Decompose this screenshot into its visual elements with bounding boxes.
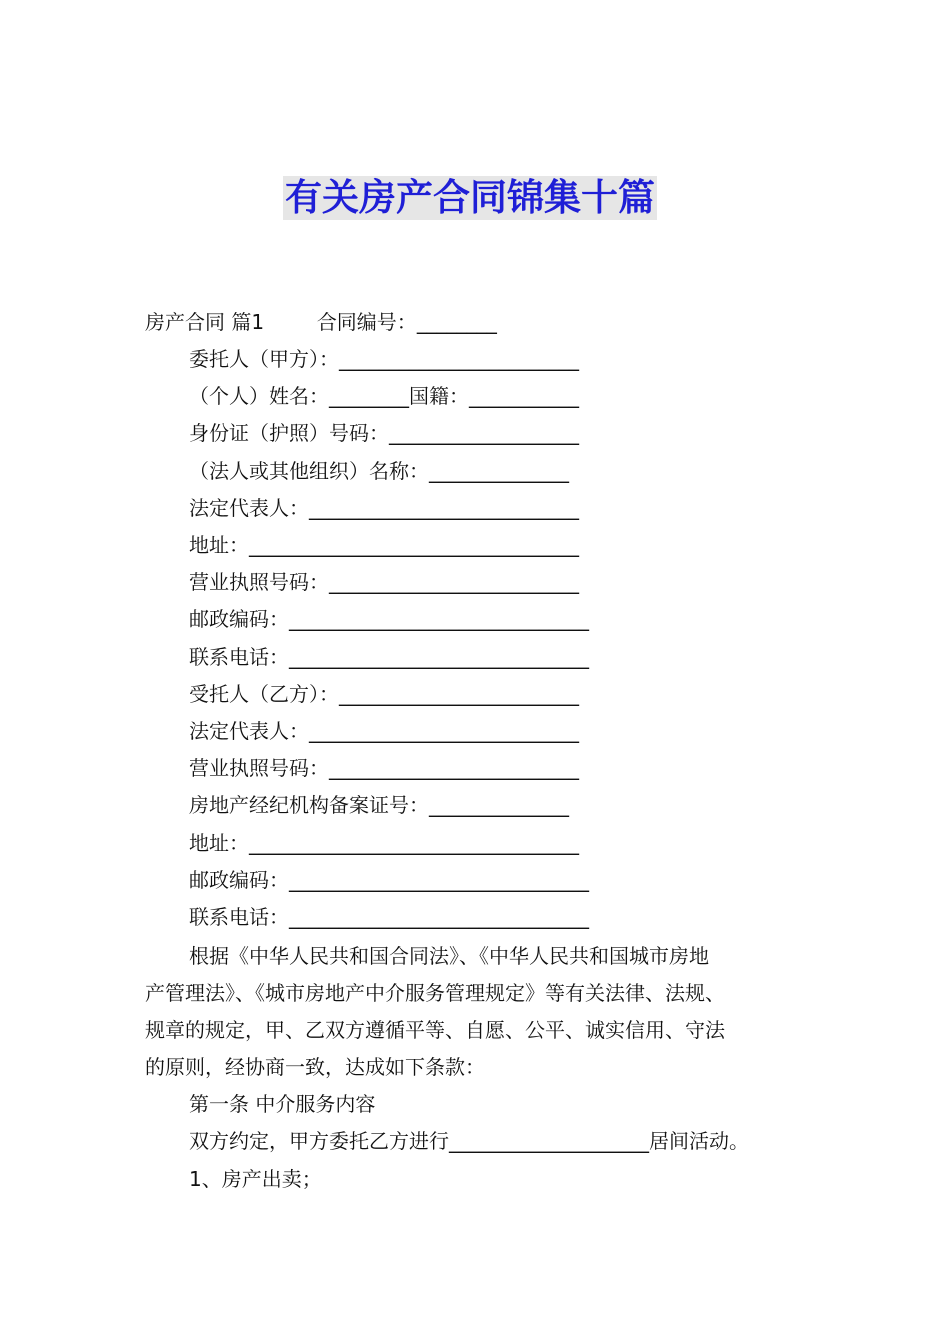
field-blank[interactable]: ________ bbox=[329, 384, 409, 408]
list-item: 1、房产出卖； bbox=[189, 1167, 322, 1191]
field-blank[interactable]: _________________________ bbox=[329, 570, 579, 594]
field-blank[interactable]: _________________________________ bbox=[249, 533, 579, 557]
field-blank[interactable]: ___________________________ bbox=[309, 719, 579, 743]
preamble-paragraph bbox=[145, 938, 825, 1086]
form-field-line bbox=[189, 681, 579, 707]
form-field-line bbox=[189, 830, 579, 856]
field-blank[interactable]: ________________________ bbox=[339, 347, 579, 371]
field-blank[interactable]: ______________ bbox=[429, 459, 569, 483]
document-title: 有关房产合同锦集十篇 bbox=[285, 176, 655, 219]
field-label: 营业执照号码： bbox=[189, 570, 329, 594]
field-blank[interactable]: ______________________________ bbox=[289, 868, 589, 892]
form-field-line bbox=[189, 495, 579, 521]
field-label: 受托人（乙方）： bbox=[189, 682, 339, 706]
contract-header-line bbox=[145, 309, 497, 335]
field-label: 营业执照号码： bbox=[189, 756, 329, 780]
form-field-line bbox=[189, 606, 589, 632]
field-label: 法定代表人： bbox=[189, 719, 309, 743]
field-blank[interactable]: ___________ bbox=[469, 384, 579, 408]
field-blank[interactable]: ______________________________ bbox=[289, 905, 589, 929]
form-field-line bbox=[189, 755, 579, 781]
field-label: 国籍： bbox=[409, 384, 469, 408]
paragraph-line: 根据《中华人民共和国合同法》、《中华人民共和国城市房地 bbox=[189, 944, 709, 968]
form-field-line bbox=[189, 532, 579, 558]
field-label: （个人）姓名： bbox=[189, 384, 329, 408]
field-label: （法人或其他组织）名称： bbox=[189, 459, 429, 483]
field-blank[interactable]: _________________________ bbox=[329, 756, 579, 780]
field-label: 联系电话： bbox=[189, 645, 289, 669]
form-field-line bbox=[189, 458, 569, 484]
form-field-line bbox=[189, 420, 579, 446]
agreement-suffix: 居间活动。 bbox=[649, 1129, 749, 1153]
contract-no-blank: ________ bbox=[416, 310, 497, 334]
contract-no-label: 合同编号： bbox=[316, 310, 417, 334]
paragraph-line: 规章的规定，甲、乙双方遵循平等、自愿、公平、诚实信用、守法 bbox=[145, 1018, 725, 1042]
field-blank[interactable]: ________________________ bbox=[339, 682, 579, 706]
form-field-line bbox=[189, 569, 579, 595]
form-field-line bbox=[189, 383, 579, 409]
form-field-line bbox=[189, 867, 589, 893]
field-label: 地址： bbox=[189, 533, 249, 557]
field-blank[interactable]: ______________________________ bbox=[289, 607, 589, 631]
form-field-line bbox=[189, 644, 589, 670]
form-field-line bbox=[189, 904, 589, 930]
field-blank[interactable]: ___________________ bbox=[389, 421, 579, 445]
field-label: 邮政编码： bbox=[189, 868, 289, 892]
agreement-line bbox=[189, 1128, 749, 1154]
field-label: 联系电话： bbox=[189, 905, 289, 929]
field-blank[interactable]: ______________ bbox=[429, 793, 569, 817]
form-field-line bbox=[189, 346, 579, 372]
agreement-prefix: 双方约定，甲方委托乙方进行 bbox=[189, 1129, 449, 1153]
form-field-line bbox=[189, 718, 579, 744]
section-label: 房产合同 篇1 bbox=[145, 310, 265, 334]
field-blank[interactable]: _________________________________ bbox=[249, 831, 579, 855]
field-label: 房地产经纪机构备案证号： bbox=[189, 793, 429, 817]
article-heading: 第一条 中介服务内容 bbox=[189, 1092, 376, 1116]
agreement-blank: ____________________ bbox=[449, 1129, 649, 1153]
field-label: 委托人（甲方）： bbox=[189, 347, 339, 371]
field-label: 地址： bbox=[189, 831, 249, 855]
field-blank[interactable]: ______________________________ bbox=[289, 645, 589, 669]
field-label: 法定代表人： bbox=[189, 496, 309, 520]
form-field-line bbox=[189, 792, 569, 818]
field-label: 邮政编码： bbox=[189, 607, 289, 631]
field-blank[interactable]: ___________________________ bbox=[309, 496, 579, 520]
paragraph-line: 的原则，经协商一致，达成如下条款： bbox=[145, 1055, 485, 1079]
paragraph-line: 产管理法》、《城市房地产中介服务管理规定》等有关法律、法规、 bbox=[145, 981, 725, 1005]
field-label: 身份证（护照）号码： bbox=[189, 421, 389, 445]
